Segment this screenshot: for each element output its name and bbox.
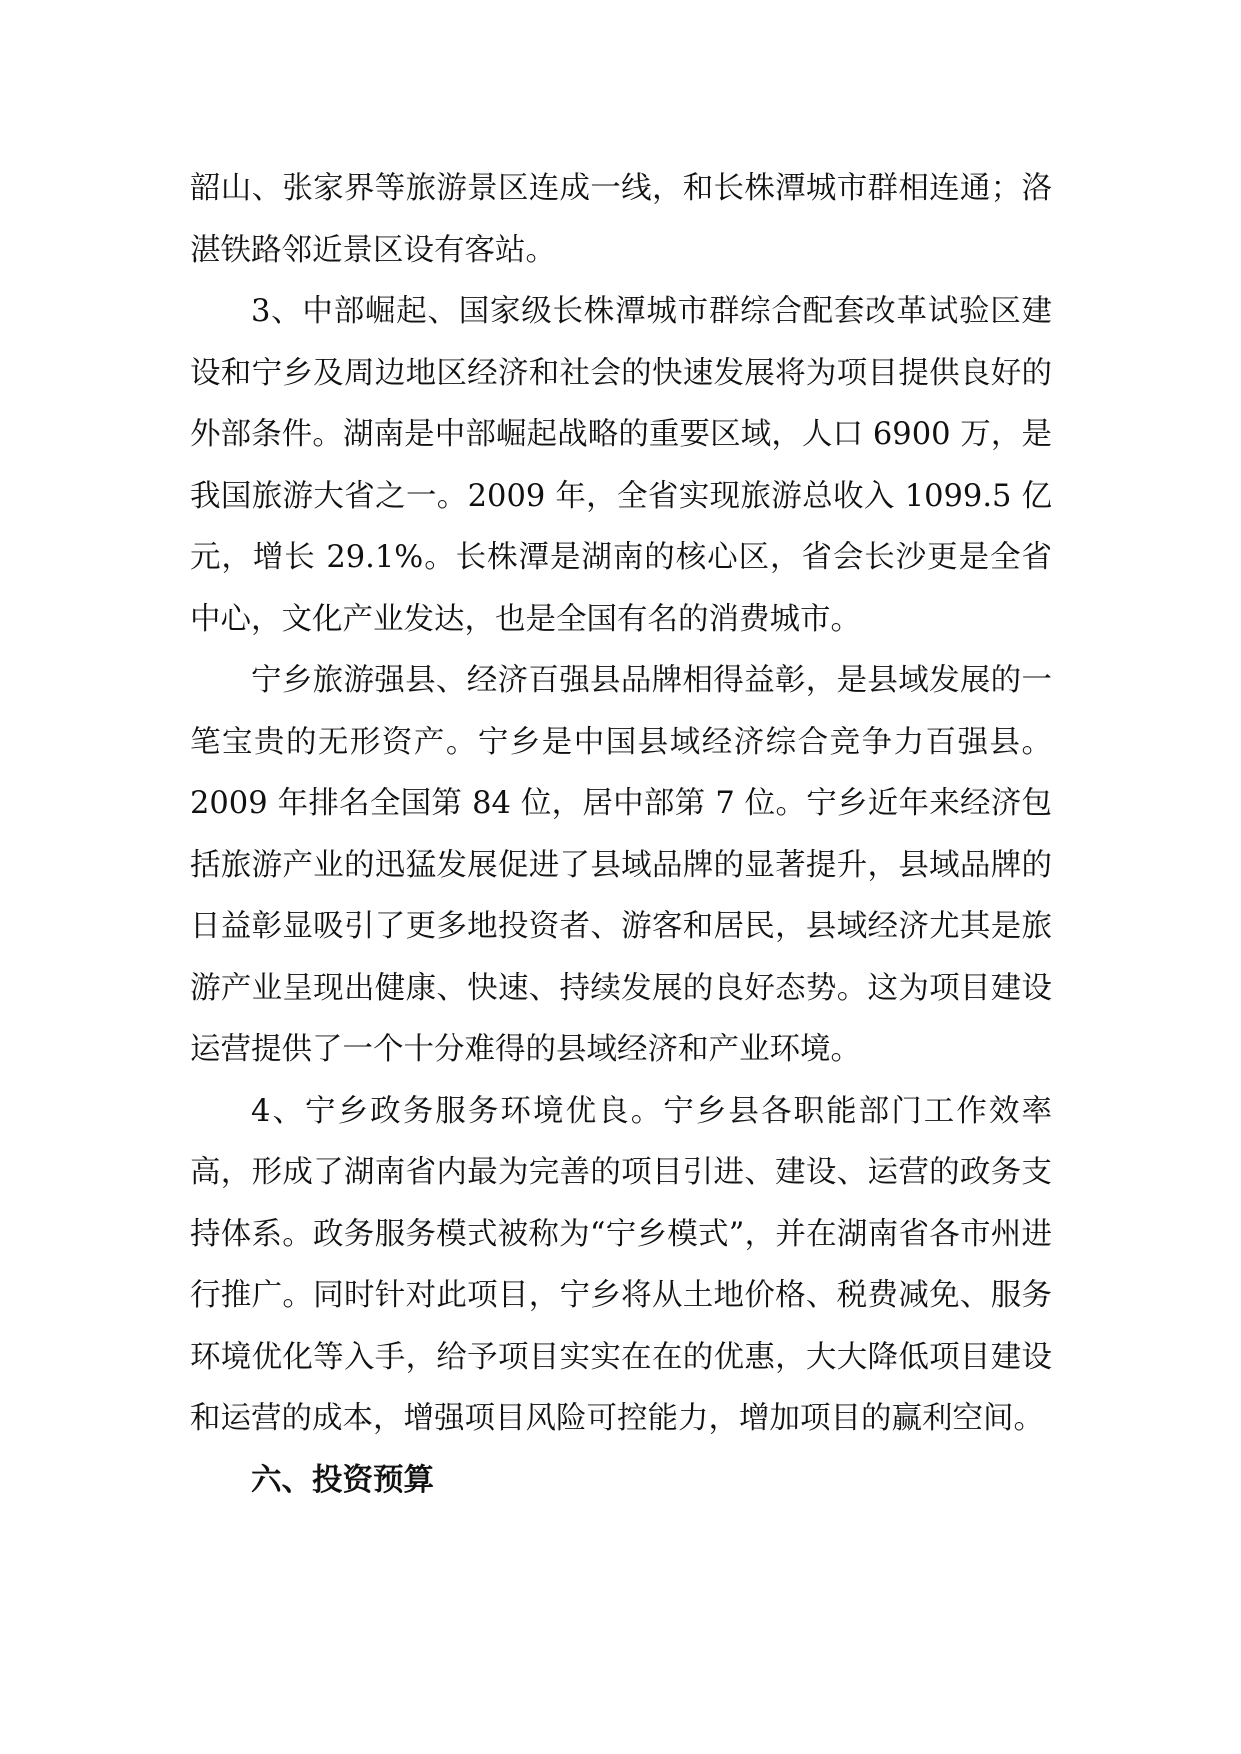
- paragraph-government-services: 4、宁乡政务服务环境优良。宁乡县各职能部门工作效率高，形成了湖南省内最为完善的项目引进、建设、运营的政务支持体系。政务服务模式被称为“宁乡模式”，并在湖南省各市州进行推广。同时针对此项目，宁乡将从土地价格、税费减免、服务环境优化等入手，给予项目实实在在的优惠，大大降低项目建设和运营的成本，增强项目风险可控能力，增加项目的赢利空间。: [190, 1093, 1052, 1436]
- document-page: [190, 158, 1052, 1511]
- section-heading: 六、投资预算: [251, 1462, 434, 1498]
- paragraph-county-brand: 宁乡旅游强县、经济百强县品牌相得益彰，是县域发展的一笔宝贵的无形资产。宁乡是中国县域经济综合竞争力百强县。2009 年排名全国第 84 位，居中部第 7 位。宁乡近年来经济包括旅游产业的迅猛发展促进了县域品牌的显著提升，县域品牌的日益彰显吸引了更多地投资者、游客和居民，县域经济尤其是旅游产业呈现出健康、快速、持续发展的良好态势。这为项目建设运营提供了一个十分难得的县域经济和产业环境。: [190, 663, 1052, 1067]
- paragraph-transport: 韶山、张家界等旅游景区连成一线，和长株潭城市群相连通；洛湛铁路邻近景区设有客站。: [190, 171, 1052, 268]
- paragraph-regional-development: 3、中部崛起、国家级长株潭城市群综合配套改革试验区建设和宁乡及周边地区经济和社会的快速发展将为项目提供良好的外部条件。湖南是中部崛起战略的重要区域，人口 6900 万，是我国旅游大省之一。2009 年，全省实现旅游总收入 1099.5 亿元，增长 29.1%。长株潭是湖南的核心区，省会长沙更是全省中心，文化产业发达，也是全国有名的消费城市。: [190, 294, 1052, 637]
